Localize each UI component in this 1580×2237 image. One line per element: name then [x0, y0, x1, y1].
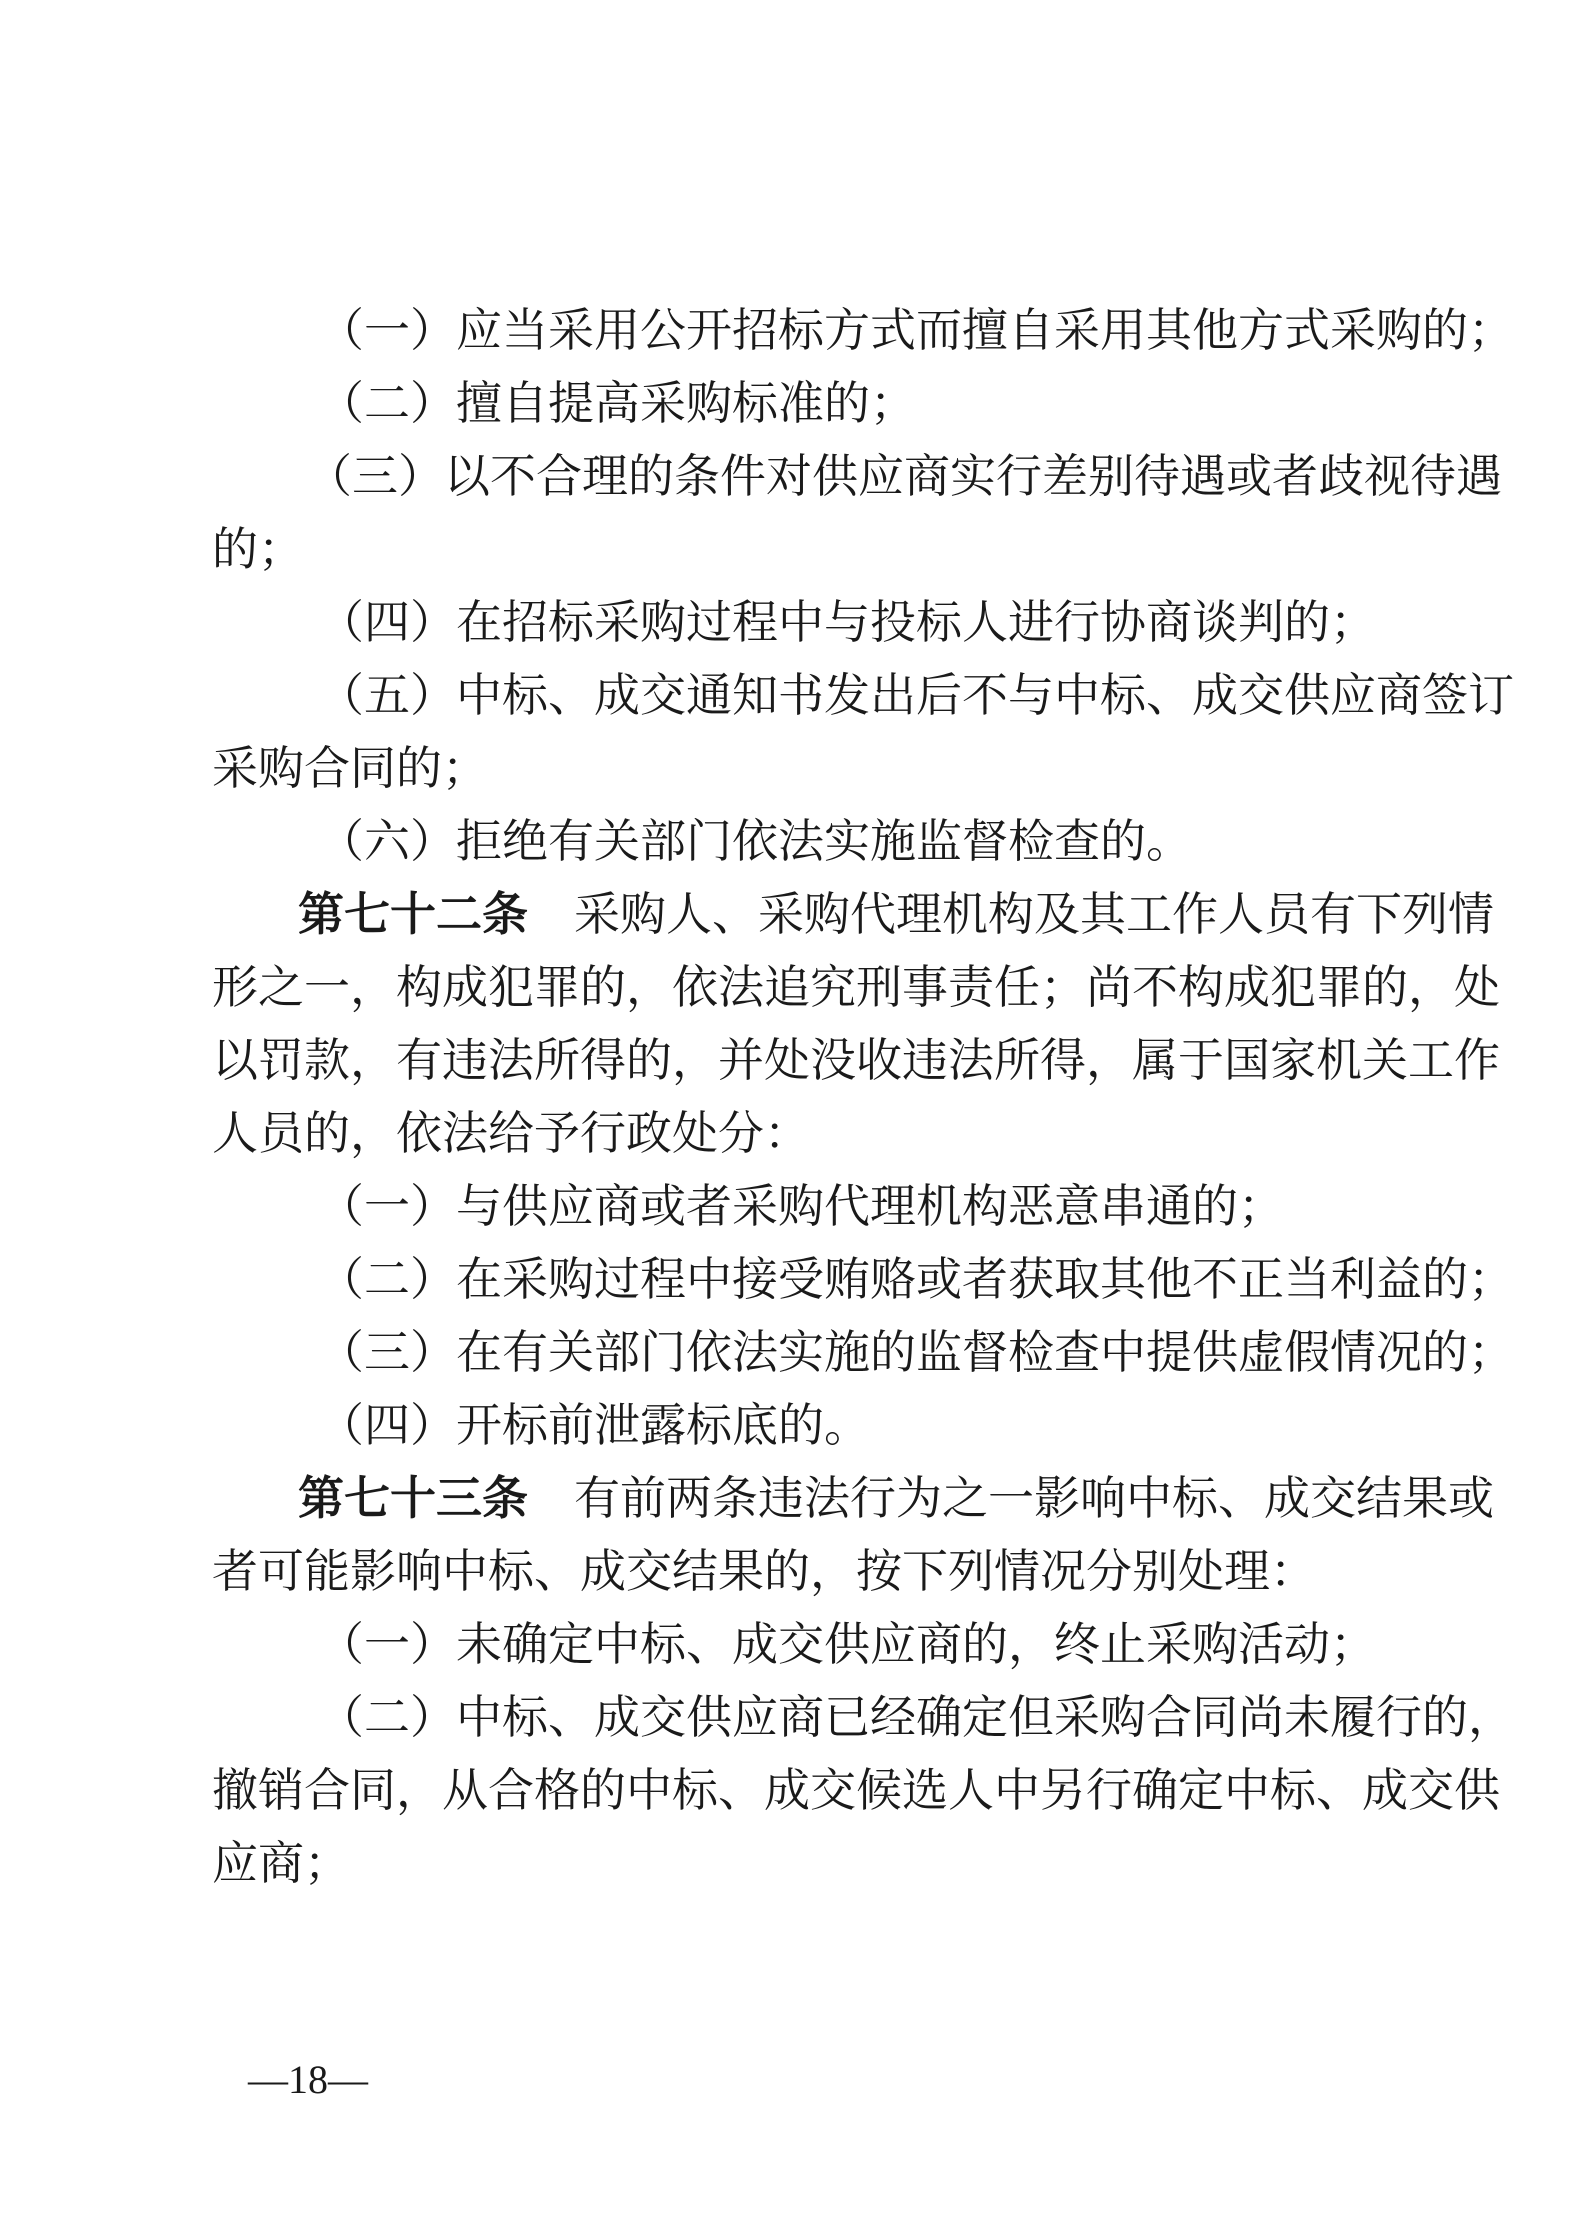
article-paragraph [0, 1463, 1580, 1533]
line-text: （二）擅自提高采购标准的； [318, 376, 916, 430]
list-item-continuation [0, 733, 1580, 803]
line-text: 人员的，依法给予行政处分： [212, 1106, 810, 1160]
list-item [0, 1609, 1580, 1679]
line-text: （二）中标、成交供应商已经确定但采购合同尚未履行的， [318, 1690, 1514, 1744]
line-text: 以罚款，有违法所得的，并处没收违法所得，属于国家机关工作 [212, 1033, 1500, 1087]
line-text: （二）在采购过程中接受贿赂或者获取其他不正当利益的； [318, 1252, 1514, 1306]
line-text: 有前两条违法行为之一影响中标、成交结果或 [574, 1471, 1494, 1525]
line-text: （五）中标、成交通知书发出后不与中标、成交供应商签订 [318, 668, 1514, 722]
paragraph-continuation [0, 952, 1580, 1022]
list-item [0, 441, 1580, 511]
article-heading: 第七十二条 [298, 887, 528, 941]
line-text: （三）在有关部门依法实施的监督检查中提供虚假情况的； [318, 1325, 1514, 1379]
line-text: 的； [212, 522, 304, 576]
paragraph-continuation [0, 1098, 1580, 1168]
list-item [0, 1682, 1580, 1752]
line-text: 采购合同的； [212, 741, 488, 795]
line-text: （四）开标前泄露标底的。 [318, 1398, 870, 1452]
line-text: 者可能影响中标、成交结果的，按下列情况分别处理： [212, 1544, 1316, 1598]
line-text: 应商； [212, 1836, 350, 1890]
line-text: 采购人、采购代理机构及其工作人员有下列情 [574, 887, 1494, 941]
line-text: （三）以不合理的条件对供应商实行差别待遇或者歧视待遇 [306, 449, 1502, 503]
line-text: （一）与供应商或者采购代理机构恶意串通的； [318, 1179, 1284, 1233]
list-item-continuation [0, 1755, 1580, 1825]
line-text: 撤销合同，从合格的中标、成交候选人中另行确定中标、成交供 [212, 1763, 1500, 1817]
list-item [0, 1390, 1580, 1460]
line-text: （一）未确定中标、成交供应商的，终止采购活动； [318, 1617, 1376, 1671]
article-paragraph [0, 879, 1580, 949]
line-text: （六）拒绝有关部门依法实施监督检查的。 [318, 814, 1192, 868]
list-item [0, 806, 1580, 876]
list-item-continuation [0, 1828, 1580, 1898]
paragraph-continuation [0, 1025, 1580, 1095]
list-item [0, 660, 1580, 730]
list-item-continuation [0, 514, 1580, 584]
list-item [0, 295, 1580, 365]
list-item [0, 587, 1580, 657]
list-item [0, 1171, 1580, 1241]
line-text: 形之一，构成犯罪的，依法追究刑事责任；尚不构成犯罪的，处 [212, 960, 1500, 1014]
list-item [0, 1317, 1580, 1387]
line-text: （一）应当采用公开招标方式而擅自采用其他方式采购的； [318, 303, 1514, 357]
paragraph-continuation [0, 1536, 1580, 1606]
line-text: （四）在招标采购过程中与投标人进行协商谈判的； [318, 595, 1376, 649]
list-item [0, 368, 1580, 438]
list-item [0, 1244, 1580, 1314]
page-number: —18— [248, 2057, 368, 2102]
article-heading: 第七十三条 [298, 1471, 528, 1525]
